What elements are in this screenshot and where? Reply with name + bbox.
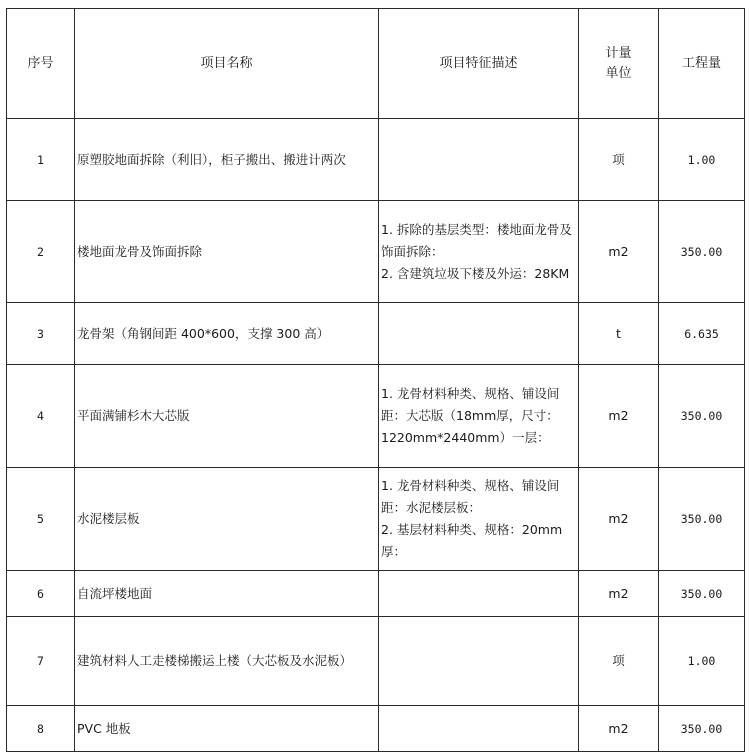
row-unit: t <box>579 303 659 365</box>
row-unit: 项 <box>579 119 659 201</box>
description-line: 2. 基层材料种类、规格：20mm厚： <box>381 522 563 559</box>
table-header-row <box>7 9 745 119</box>
row-quantity: 350.00 <box>659 571 745 617</box>
row-index: 7 <box>7 617 75 706</box>
row-quantity: 350.00 <box>659 201 745 303</box>
header-unit <box>579 9 659 119</box>
header-description: 项目特征描述 <box>379 9 579 119</box>
row-item-name: 楼地面龙骨及饰面拆除 <box>75 201 379 303</box>
row-index: 4 <box>7 365 75 468</box>
row-description <box>379 303 579 365</box>
row-index: 8 <box>7 706 75 752</box>
table-row <box>7 617 745 706</box>
description-line: 1. 拆除的基层类型：楼地面龙骨及饰面拆除： <box>381 221 572 259</box>
row-description <box>379 617 579 706</box>
header-quantity: 工程量 <box>659 9 745 119</box>
bill-of-quantities-table <box>6 8 745 752</box>
header-index: 序号 <box>7 9 75 119</box>
row-index: 6 <box>7 571 75 617</box>
description-line: 1. 龙骨材料种类、规格、铺设间距：水泥楼层板： <box>381 478 560 515</box>
row-item-name: 平面满铺杉木大芯版 <box>75 365 379 468</box>
row-item-name: 水泥楼层板 <box>75 468 379 571</box>
row-item-name: 自流坪楼地面 <box>75 571 379 617</box>
row-description <box>379 201 579 303</box>
row-unit: m2 <box>579 706 659 752</box>
header-unit-line1: 计量 <box>605 45 632 61</box>
table-row <box>7 571 745 617</box>
row-quantity: 350.00 <box>659 468 745 571</box>
row-unit: m2 <box>579 468 659 571</box>
row-quantity: 6.635 <box>659 303 745 365</box>
row-quantity: 1.00 <box>659 617 745 706</box>
table-row <box>7 706 745 752</box>
row-quantity: 350.00 <box>659 706 745 752</box>
row-unit: m2 <box>579 571 659 617</box>
description-line: 2. 含建筑垃圾下楼及外运：28KM <box>381 265 570 281</box>
row-unit: m2 <box>579 365 659 468</box>
row-unit: 项 <box>579 617 659 706</box>
row-index: 5 <box>7 468 75 571</box>
row-item-name: 原塑胶地面拆除（利旧），柜子搬出、搬进计两次 <box>75 119 379 201</box>
description-line: 1. 龙骨材料种类、规格、铺设间距：大芯版（18mm厚，尺寸：1220mm*2440mm）一层： <box>381 386 560 445</box>
table-row <box>7 303 745 365</box>
row-index: 2 <box>7 201 75 303</box>
row-description <box>379 571 579 617</box>
table-row <box>7 365 745 468</box>
row-unit: m2 <box>579 201 659 303</box>
row-item-name: 建筑材料人工走楼梯搬运上楼（大芯板及水泥板） <box>75 617 379 706</box>
row-quantity: 1.00 <box>659 119 745 201</box>
row-description <box>379 468 579 571</box>
table-row <box>7 119 745 201</box>
row-item-name: PVC 地板 <box>75 706 379 752</box>
header-item-name: 项目名称 <box>75 9 379 119</box>
table-row <box>7 201 745 303</box>
row-description <box>379 706 579 752</box>
header-unit-line2: 单位 <box>605 65 632 81</box>
row-description <box>379 365 579 468</box>
row-quantity: 350.00 <box>659 365 745 468</box>
row-index: 3 <box>7 303 75 365</box>
row-item-name: 龙骨架（角钢间距 400*600，支撑 300 高） <box>75 303 379 365</box>
table-row <box>7 468 745 571</box>
row-description <box>379 119 579 201</box>
row-index: 1 <box>7 119 75 201</box>
